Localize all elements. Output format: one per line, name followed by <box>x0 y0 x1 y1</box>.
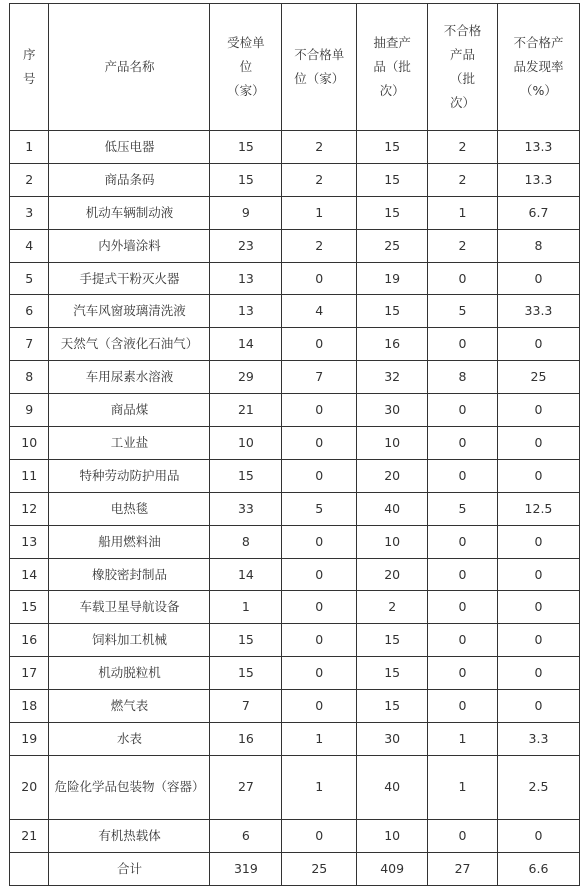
cell-failed-batches: 0 <box>428 525 498 558</box>
header-index <box>10 4 49 131</box>
cell-inspected-units: 15 <box>210 624 282 657</box>
cell-failed-units: 0 <box>282 624 357 657</box>
cell-sampled-batches: 15 <box>357 657 428 690</box>
cell-product-name: 饲料加工机械 <box>49 624 210 657</box>
cell-failed-batches: 0 <box>428 591 498 624</box>
cell-index-empty <box>10 852 49 885</box>
header-text-line: （批 <box>450 71 476 86</box>
cell-failed-batches: 1 <box>428 723 498 756</box>
cell-product-name: 汽车风窗玻璃清洗液 <box>49 295 210 328</box>
cell-product-name: 机动脱粒机 <box>49 657 210 690</box>
cell-inspected-units: 14 <box>210 558 282 591</box>
header-text-line: （家） <box>227 83 265 98</box>
cell-inspected-units: 7 <box>210 690 282 723</box>
cell-failed-batches: 5 <box>428 492 498 525</box>
header-failed-units <box>282 4 357 131</box>
cell-inspected-units: 10 <box>210 427 282 460</box>
cell-inspected-units: 13 <box>210 295 282 328</box>
total-label: 合计 <box>49 852 210 885</box>
cell-sampled-batches: 10 <box>357 427 428 460</box>
cell-product-name: 天然气（含液化石油气） <box>49 328 210 361</box>
cell-inspected-units: 21 <box>210 394 282 427</box>
cell-failed-batches: 0 <box>428 558 498 591</box>
cell-sampled-batches: 40 <box>357 492 428 525</box>
cell-sampled-batches: 15 <box>357 690 428 723</box>
cell-index: 21 <box>10 819 49 852</box>
cell-sampled-batches: 15 <box>357 624 428 657</box>
cell-failed-units: 0 <box>282 427 357 460</box>
table-row <box>10 295 580 328</box>
cell-failure-rate: 0 <box>497 558 579 591</box>
cell-index: 20 <box>10 755 49 819</box>
cell-sampled-batches: 40 <box>357 755 428 819</box>
cell-sampled-batches: 15 <box>357 131 428 164</box>
cell-inspected-units: 27 <box>210 755 282 819</box>
cell-failure-rate: 13.3 <box>497 131 579 164</box>
header-text-line: 不合格单 <box>294 47 345 62</box>
cell-failed-units: 7 <box>282 361 357 394</box>
cell-failed-batches: 0 <box>428 262 498 295</box>
table-row <box>10 819 580 852</box>
cell-sampled-batches: 15 <box>357 295 428 328</box>
total-inspected-units: 319 <box>210 852 282 885</box>
cell-failure-rate: 12.5 <box>497 492 579 525</box>
header-text-line: 序 <box>22 47 36 62</box>
header-text-line: 品发现率 <box>513 59 564 74</box>
cell-failed-batches: 2 <box>428 131 498 164</box>
cell-product-name: 橡胶密封制品 <box>49 558 210 591</box>
cell-index: 10 <box>10 427 49 460</box>
cell-failed-batches: 2 <box>428 163 498 196</box>
cell-failure-rate: 8 <box>497 229 579 262</box>
cell-sampled-batches: 30 <box>357 394 428 427</box>
cell-failed-units: 0 <box>282 459 357 492</box>
cell-failed-units: 1 <box>282 723 357 756</box>
header-product-name <box>49 4 210 131</box>
total-failed-units: 25 <box>282 852 357 885</box>
table-row <box>10 624 580 657</box>
header-text-line: 产品名称 <box>104 59 155 74</box>
cell-failed-batches: 2 <box>428 229 498 262</box>
table-row <box>10 361 580 394</box>
cell-failed-units: 5 <box>282 492 357 525</box>
cell-failure-rate: 0 <box>497 591 579 624</box>
cell-sampled-batches: 15 <box>357 196 428 229</box>
cell-failure-rate: 3.3 <box>497 723 579 756</box>
cell-inspected-units: 15 <box>210 163 282 196</box>
cell-inspected-units: 6 <box>210 819 282 852</box>
cell-index: 7 <box>10 328 49 361</box>
cell-failure-rate: 0 <box>497 624 579 657</box>
cell-index: 11 <box>10 459 49 492</box>
cell-index: 13 <box>10 525 49 558</box>
table-row <box>10 755 580 819</box>
cell-product-name: 水表 <box>49 723 210 756</box>
cell-product-name: 危险化学品包装物（容器） <box>49 755 210 819</box>
cell-product-name: 工业盐 <box>49 427 210 460</box>
cell-failure-rate: 2.5 <box>497 755 579 819</box>
cell-sampled-batches: 25 <box>357 229 428 262</box>
cell-product-name: 商品条码 <box>49 163 210 196</box>
cell-index: 18 <box>10 690 49 723</box>
cell-failure-rate: 0 <box>497 328 579 361</box>
cell-sampled-batches: 16 <box>357 328 428 361</box>
inspection-results-table <box>9 3 580 886</box>
cell-product-name: 手提式干粉灭火器 <box>49 262 210 295</box>
cell-product-name: 有机热载体 <box>49 819 210 852</box>
total-row <box>10 852 580 885</box>
cell-product-name: 车用尿素水溶液 <box>49 361 210 394</box>
header-text-line: （%） <box>520 83 557 98</box>
header-text-line: 位 <box>239 59 253 74</box>
cell-failure-rate: 0 <box>497 427 579 460</box>
table-row <box>10 690 580 723</box>
cell-failed-batches: 1 <box>428 755 498 819</box>
cell-failed-units: 0 <box>282 690 357 723</box>
cell-inspected-units: 16 <box>210 723 282 756</box>
header-text-line: 品（批 <box>373 59 411 74</box>
header-text-line: 次） <box>379 83 405 98</box>
cell-failed-units: 0 <box>282 558 357 591</box>
cell-failure-rate: 0 <box>497 690 579 723</box>
cell-failure-rate: 0 <box>497 657 579 690</box>
header-text-line: 抽查产 <box>373 35 411 50</box>
cell-inspected-units: 8 <box>210 525 282 558</box>
cell-failed-units: 2 <box>282 163 357 196</box>
header-sampled-batches <box>357 4 428 131</box>
table-row <box>10 163 580 196</box>
table-row <box>10 525 580 558</box>
header-text-line: 不合格产 <box>513 35 564 50</box>
cell-product-name: 电热毯 <box>49 492 210 525</box>
header-text-line: 位（家） <box>294 71 345 86</box>
header-text-line: 产品 <box>450 47 476 62</box>
cell-failed-units: 0 <box>282 394 357 427</box>
header-text-line: 号 <box>22 71 36 86</box>
cell-failed-units: 1 <box>282 196 357 229</box>
cell-failed-batches: 8 <box>428 361 498 394</box>
cell-index: 2 <box>10 163 49 196</box>
cell-inspected-units: 15 <box>210 657 282 690</box>
table-row <box>10 591 580 624</box>
table-row <box>10 723 580 756</box>
cell-failed-units: 0 <box>282 591 357 624</box>
table-row <box>10 131 580 164</box>
cell-failed-units: 4 <box>282 295 357 328</box>
inspection-table-container <box>9 3 580 886</box>
cell-failed-batches: 0 <box>428 394 498 427</box>
cell-sampled-batches: 10 <box>357 525 428 558</box>
cell-failed-batches: 0 <box>428 624 498 657</box>
header-failed-batches <box>428 4 498 131</box>
cell-sampled-batches: 20 <box>357 459 428 492</box>
cell-index: 6 <box>10 295 49 328</box>
cell-sampled-batches: 30 <box>357 723 428 756</box>
cell-product-name: 特种劳动防护用品 <box>49 459 210 492</box>
header-text-line: 不合格 <box>443 23 482 38</box>
cell-failed-units: 0 <box>282 525 357 558</box>
cell-failure-rate: 0 <box>497 459 579 492</box>
table-row <box>10 262 580 295</box>
cell-failed-units: 0 <box>282 819 357 852</box>
header-inspected-units <box>210 4 282 131</box>
cell-product-name: 车载卫星导航设备 <box>49 591 210 624</box>
cell-failure-rate: 0 <box>497 394 579 427</box>
cell-inspected-units: 33 <box>210 492 282 525</box>
cell-failed-units: 2 <box>282 229 357 262</box>
cell-failure-rate: 25 <box>497 361 579 394</box>
cell-inspected-units: 9 <box>210 196 282 229</box>
cell-failed-batches: 0 <box>428 819 498 852</box>
cell-inspected-units: 23 <box>210 229 282 262</box>
cell-index: 14 <box>10 558 49 591</box>
cell-index: 5 <box>10 262 49 295</box>
cell-index: 9 <box>10 394 49 427</box>
cell-inspected-units: 13 <box>210 262 282 295</box>
cell-product-name: 船用燃料油 <box>49 525 210 558</box>
cell-index: 12 <box>10 492 49 525</box>
cell-product-name: 内外墙涂料 <box>49 229 210 262</box>
table-header-row <box>10 4 580 131</box>
cell-failed-batches: 0 <box>428 427 498 460</box>
table-row <box>10 427 580 460</box>
table-body <box>10 131 580 886</box>
cell-index: 4 <box>10 229 49 262</box>
table-row <box>10 229 580 262</box>
cell-inspected-units: 15 <box>210 131 282 164</box>
table-row <box>10 196 580 229</box>
cell-sampled-batches: 32 <box>357 361 428 394</box>
cell-failed-units: 0 <box>282 657 357 690</box>
cell-failure-rate: 0 <box>497 262 579 295</box>
cell-sampled-batches: 15 <box>357 163 428 196</box>
cell-product-name: 燃气表 <box>49 690 210 723</box>
cell-product-name: 低压电器 <box>49 131 210 164</box>
total-failure-rate: 6.6 <box>497 852 579 885</box>
cell-sampled-batches: 19 <box>357 262 428 295</box>
cell-failed-batches: 0 <box>428 690 498 723</box>
cell-index: 15 <box>10 591 49 624</box>
cell-index: 17 <box>10 657 49 690</box>
cell-index: 8 <box>10 361 49 394</box>
cell-failed-units: 0 <box>282 262 357 295</box>
table-row <box>10 558 580 591</box>
table-row <box>10 657 580 690</box>
header-text-line: 次） <box>450 95 476 110</box>
cell-index: 3 <box>10 196 49 229</box>
cell-failure-rate: 33.3 <box>497 295 579 328</box>
cell-index: 16 <box>10 624 49 657</box>
cell-failed-batches: 0 <box>428 328 498 361</box>
table-row <box>10 459 580 492</box>
header-failure-rate <box>497 4 579 131</box>
cell-failure-rate: 6.7 <box>497 196 579 229</box>
cell-inspected-units: 15 <box>210 459 282 492</box>
cell-failed-batches: 0 <box>428 459 498 492</box>
cell-failed-batches: 5 <box>428 295 498 328</box>
cell-failed-batches: 1 <box>428 196 498 229</box>
cell-index: 19 <box>10 723 49 756</box>
total-failed-batches: 27 <box>428 852 498 885</box>
table-row <box>10 328 580 361</box>
cell-inspected-units: 1 <box>210 591 282 624</box>
cell-product-name: 机动车辆制动液 <box>49 196 210 229</box>
cell-failed-units: 2 <box>282 131 357 164</box>
total-sampled-batches: 409 <box>357 852 428 885</box>
cell-failed-units: 1 <box>282 755 357 819</box>
table-row <box>10 492 580 525</box>
cell-failure-rate: 13.3 <box>497 163 579 196</box>
cell-sampled-batches: 10 <box>357 819 428 852</box>
table-row <box>10 394 580 427</box>
cell-failure-rate: 0 <box>497 819 579 852</box>
cell-failed-units: 0 <box>282 328 357 361</box>
cell-inspected-units: 14 <box>210 328 282 361</box>
cell-sampled-batches: 20 <box>357 558 428 591</box>
cell-index: 1 <box>10 131 49 164</box>
cell-failed-batches: 0 <box>428 657 498 690</box>
cell-failure-rate: 0 <box>497 525 579 558</box>
cell-product-name: 商品煤 <box>49 394 210 427</box>
header-text-line: 受检单 <box>227 35 265 50</box>
cell-inspected-units: 29 <box>210 361 282 394</box>
cell-sampled-batches: 2 <box>357 591 428 624</box>
